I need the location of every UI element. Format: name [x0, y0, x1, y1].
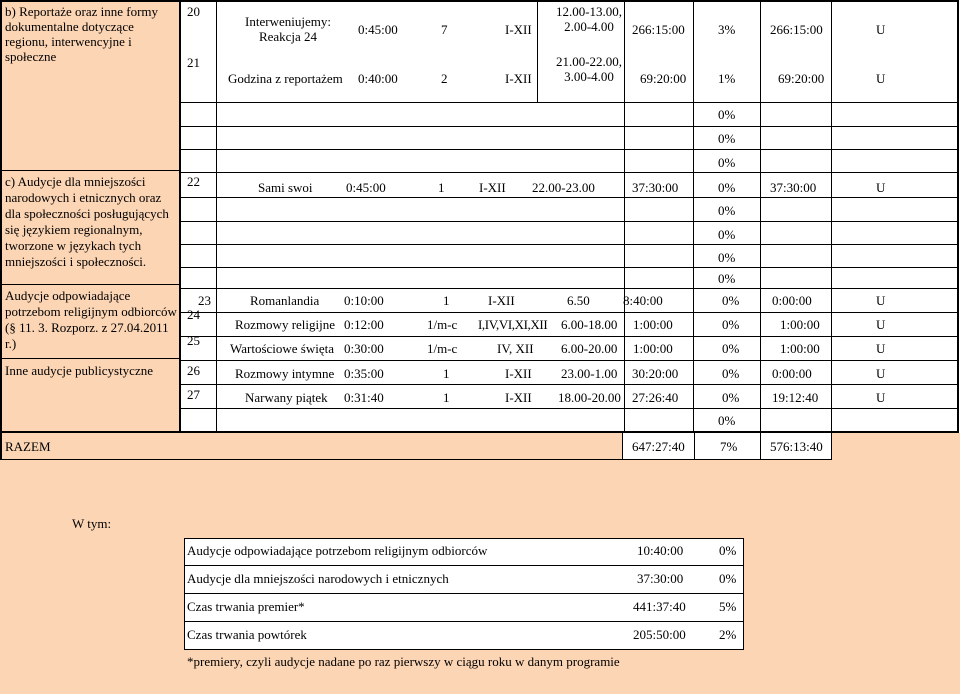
razem-percent: 7% — [720, 439, 738, 454]
program-title: Romanlandia — [250, 293, 320, 308]
months-cell: I,IV,VI,XI,XII — [478, 317, 548, 332]
premiere-time-cell: 69:20:00 — [778, 71, 825, 86]
duration-cell: 0:40:00 — [358, 71, 398, 86]
total-time-cell: 266:15:00 — [632, 22, 685, 37]
months-cell: I-XII — [505, 390, 532, 405]
percent-cell: 0% — [718, 413, 736, 428]
months-cell: I-XII — [505, 71, 532, 86]
section-label-religijne: Audycje odpowiadające potrzebom religijnym odbiorców (§ 11. 3. Rozporz. z 27.04.2011 r.) — [5, 288, 177, 351]
total-time-cell: 37:30:00 — [632, 180, 679, 195]
frequency-cell: 1/m-c — [427, 341, 458, 356]
duration-cell: 0:12:00 — [344, 317, 384, 332]
flag-cell: U — [876, 180, 886, 195]
total-time-cell: 30:20:00 — [632, 366, 679, 381]
percent-cell: 0% — [718, 271, 736, 286]
flag-cell: U — [876, 71, 886, 86]
percent-cell: 0% — [718, 131, 736, 146]
hours-cell: 6.00-18.00 — [561, 317, 618, 332]
months-cell: I-XII — [505, 22, 532, 37]
program-title: Sami swoi — [258, 180, 313, 195]
row-number: 20 — [187, 4, 200, 19]
row-number: 25 — [187, 333, 200, 348]
total-time-cell: 69:20:00 — [640, 71, 687, 86]
frequency-cell: 1 — [443, 390, 450, 405]
percent-cell: 0% — [718, 107, 736, 122]
flag-cell: U — [876, 341, 886, 356]
premiere-time-cell: 0:00:00 — [772, 366, 812, 381]
wtym-item-value: 441:37:40 — [633, 599, 686, 614]
hours-cell: 23.00-1.00 — [561, 366, 618, 381]
flag-cell: U — [876, 317, 886, 332]
premiere-time-cell: 1:00:00 — [780, 317, 820, 332]
premiere-time-cell: 37:30:00 — [770, 180, 817, 195]
frequency-cell: 1 — [438, 180, 445, 195]
wtym-label: W tym: — [72, 516, 112, 531]
percent-cell: 0% — [718, 227, 736, 242]
row-number: 26 — [187, 363, 200, 378]
duration-cell: 0:45:00 — [346, 180, 386, 195]
program-title: Rozmowy intymne — [235, 366, 335, 381]
program-title: Interweniujemy: Reakcja 24 — [245, 14, 331, 44]
wtym-item-value: 10:40:00 — [637, 543, 684, 558]
hours-cell: 21.00-22.00, 3.00-4.00 — [555, 54, 623, 84]
total-time-cell: 1:00:00 — [633, 317, 673, 332]
wtym-item-value: 37:30:00 — [637, 571, 684, 586]
duration-cell: 0:31:40 — [344, 390, 384, 405]
hours-cell: 6.50 — [567, 293, 590, 308]
program-title: Godzina z reportażem — [228, 71, 343, 86]
flag-cell: U — [876, 293, 886, 308]
percent-cell: 0% — [722, 317, 740, 332]
total-time-cell: 8:40:00 — [623, 293, 663, 308]
premiere-time-cell: 0:00:00 — [772, 293, 812, 308]
total-time-cell: 27:26:40 — [632, 390, 679, 405]
premiere-time-cell: 19:12:40 — [772, 390, 819, 405]
premiere-time-cell: 266:15:00 — [770, 22, 823, 37]
program-title: Rozmowy religijne — [235, 317, 336, 332]
percent-cell: 0% — [718, 250, 736, 265]
percent-cell: 0% — [722, 293, 740, 308]
flag-cell: U — [876, 22, 886, 37]
percent-cell: 0% — [718, 203, 736, 218]
razem-total: 647:27:40 — [632, 439, 685, 454]
wtym-item-percent: 0% — [719, 543, 737, 558]
hours-cell: 18.00-20.00 — [558, 390, 621, 405]
row-number: 27 — [187, 387, 200, 402]
program-title: Wartościowe święta — [230, 341, 334, 356]
frequency-cell: 2 — [441, 71, 448, 86]
months-cell: I-XII — [505, 366, 532, 381]
hours-cell: 12.00-13.00, 2.00-4.00 — [555, 4, 623, 34]
duration-cell: 0:45:00 — [358, 22, 398, 37]
section-label-mniejszosci: c) Audycje dla mniejszości narodowych i etnicznych oraz dla społeczności posługujących się językiem regionalnym, tworzone w językach tych mniejszości i społeczności. — [5, 174, 169, 269]
total-time-cell: 1:00:00 — [633, 341, 673, 356]
percent-cell: 0% — [722, 390, 740, 405]
frequency-cell: 1 — [443, 293, 450, 308]
frequency-cell: 7 — [441, 22, 448, 37]
percent-cell: 0% — [718, 180, 736, 195]
wtym-item-value: 205:50:00 — [633, 627, 686, 642]
wtym-item-label: Czas trwania premier* — [187, 599, 305, 614]
section-label-reportaze: b) Reportaże oraz inne formy dokumentalne dotyczące regionu, interwencyjne i społeczne — [5, 4, 159, 64]
footnote: *premiery, czyli audycje nadane po raz pierwszy w ciągu roku w danym programie — [187, 654, 620, 669]
row-number: 23 — [198, 293, 211, 308]
premiere-time-cell: 1:00:00 — [780, 341, 820, 356]
hours-cell: 22.00-23.00 — [532, 180, 595, 195]
duration-cell: 0:35:00 — [344, 366, 384, 381]
percent-cell: 0% — [718, 155, 736, 170]
wtym-item-label: Czas trwania powtórek — [187, 627, 307, 642]
duration-cell: 0:30:00 — [344, 341, 384, 356]
wtym-item-label: Audycje dla mniejszości narodowych i etnicznych — [187, 571, 449, 586]
percent-cell: 3% — [718, 22, 736, 37]
frequency-cell: 1 — [443, 366, 450, 381]
section-label-publicystyczne: Inne audycje publicystyczne — [5, 363, 153, 378]
wtym-item-percent: 0% — [719, 571, 737, 586]
percent-cell: 0% — [722, 366, 740, 381]
razem-label: RAZEM — [5, 439, 51, 454]
row-number: 22 — [187, 174, 200, 189]
razem-premiere: 576:13:40 — [770, 439, 823, 454]
program-title: Narwany piątek — [245, 390, 328, 405]
months-cell: I-XII — [488, 293, 515, 308]
wtym-item-label: Audycje odpowiadające potrzebom religijnym odbiorców — [187, 543, 488, 558]
hours-cell: 6.00-20.00 — [561, 341, 618, 356]
row-number: 24 — [187, 307, 200, 322]
percent-cell: 0% — [722, 341, 740, 356]
wtym-item-percent: 2% — [719, 627, 737, 642]
months-cell: IV, XII — [497, 341, 534, 356]
frequency-cell: 1/m-c — [427, 317, 458, 332]
months-cell: I-XII — [479, 180, 506, 195]
wtym-item-percent: 5% — [719, 599, 737, 614]
flag-cell: U — [876, 390, 886, 405]
percent-cell: 1% — [718, 71, 736, 86]
duration-cell: 0:10:00 — [344, 293, 384, 308]
row-number: 21 — [187, 55, 200, 70]
flag-cell: U — [876, 366, 886, 381]
